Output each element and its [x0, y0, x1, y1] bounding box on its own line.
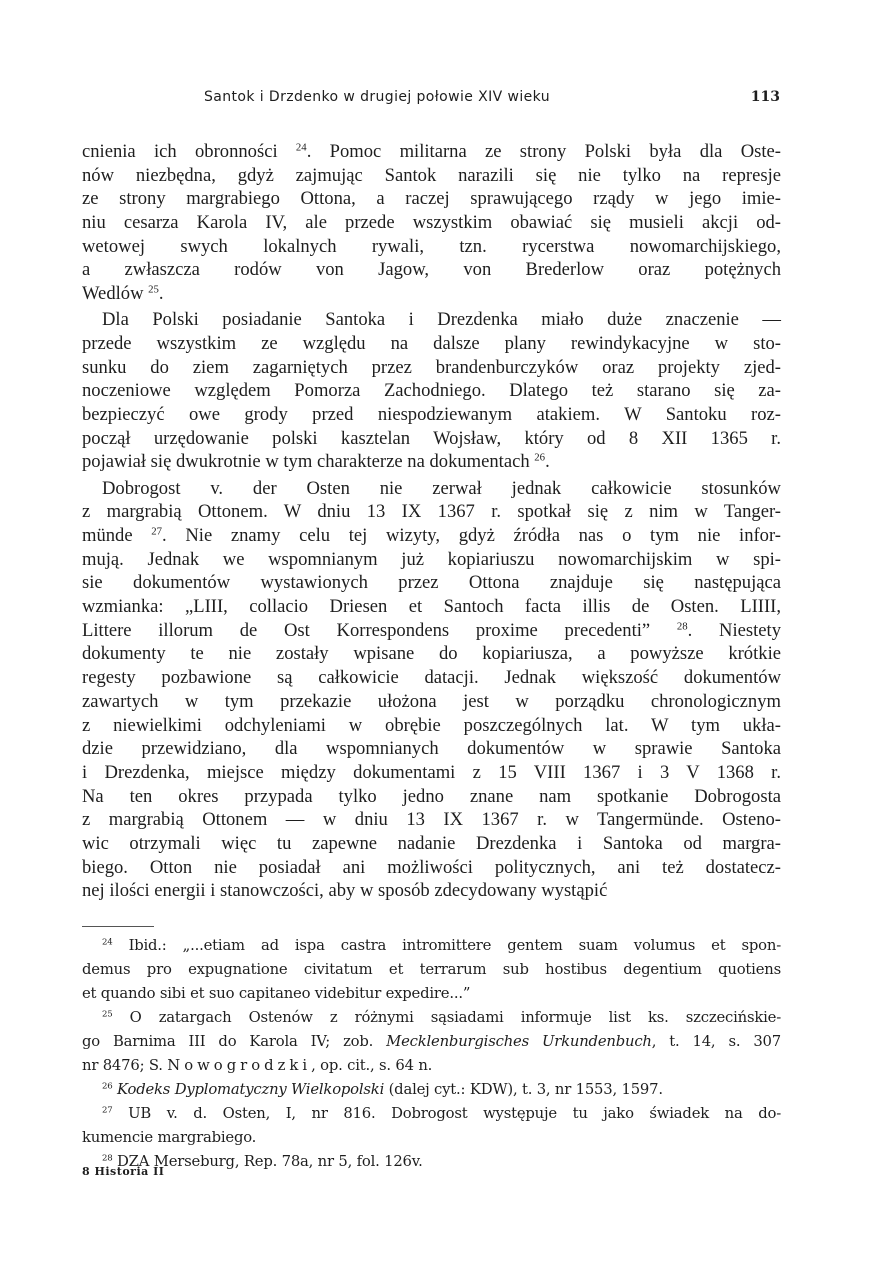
footnote-reference: 27	[102, 1105, 113, 1116]
footnote	[82, 1006, 781, 1078]
paragraph	[82, 140, 781, 306]
text-line: kumencie margrabiego.	[82, 1129, 257, 1146]
text-line: i Drezdenka, miejsce między dokumentami z 15 VIII 1367 i 3 V 1368 r.	[82, 761, 781, 783]
text-line: nej ilości energii i stanowczości, aby w sposób zdecydowany wystąpić	[82, 880, 608, 902]
text-line: noczeniowe względem Pomorza Zachodniego. Dlatego też starano się za-	[82, 380, 781, 402]
text-line: cnienia ich obronności $^{24}$. Pomoc militarna ze strony Polski była dla Oste-	[82, 141, 781, 162]
text-line: $^{26}$ Kodeks Dyplomatyczny Wielkopolski (dalej cyt.: KDW), t. 3, nr 1553, 1597.	[102, 1081, 663, 1098]
text-line: nr 8476; S. Nowogrodzki, op. cit., s. 64 n.	[82, 1057, 433, 1074]
footnote-reference: 27	[151, 525, 163, 538]
italic-title: Mecklenburgisches Urkundenbuch	[386, 1033, 652, 1050]
page-number: 113	[750, 89, 780, 105]
signature-mark: 8 Historia II	[82, 1165, 165, 1178]
text-line: z margrabią Ottonem — w dniu 13 IX 1367 r. w Tangermünde. Osteno-	[82, 809, 781, 831]
text-line: pojawiał się dwukrotnie w tym charakterze na dokumentach $^{26}$.	[82, 451, 550, 473]
text-line: $^{25}$ O zatargach Ostenów z różnymi sąsiadami informuje list ks. szczecińskie-	[102, 1009, 781, 1026]
footnote	[82, 1150, 781, 1174]
paragraph	[82, 477, 781, 903]
text-line: wic otrzymali więc tu zapewne nadanie Drezdenka i Santoka od margra-	[82, 832, 781, 854]
text-line: Littere illorum de Ost Korrespondens proxime precedenti” $^{28}$. Niestety	[82, 619, 781, 641]
text-line: dzie przewidziano, dla wspomnianych dokumentów w sprawie Santoka	[82, 738, 781, 760]
running-title: Santok i Drzdenko w drugiej połowie XIV wieku	[204, 89, 550, 105]
footnotes	[82, 934, 781, 1174]
text-line: sie dokumentów wystawionych przez Ottona znajduje się następująca	[82, 572, 781, 594]
running-header	[82, 89, 782, 111]
text-line: $^{28}$ DZA Merseburg, Rep. 78a, nr 5, fol. 126v.	[102, 1153, 423, 1170]
footnote-reference: 25	[148, 283, 159, 296]
text-line: sunku do ziem zagarniętych przez brandenburczyków oraz projekty zjed-	[82, 356, 781, 378]
footnote	[82, 1078, 781, 1102]
footnote-reference: 28	[676, 620, 688, 633]
text-line: przede wszystkim ze względu na dalsze plany rewindykacyjne w sto-	[82, 333, 781, 354]
footnote-reference: 26	[534, 451, 546, 464]
text-line: Dla Polski posiadanie Santoka i Drezdenka miało duże znaczenie —	[102, 309, 781, 331]
footnote-reference: 24	[295, 141, 307, 154]
text-line: zawartych w tym przekazie ułożona jest w porządku chronologicznym	[82, 690, 781, 712]
text-line: go Barnima III do Karola IV; zob. Mecklenburgisches Urkundenbuch, t. 14, s. 307	[82, 1033, 781, 1050]
text-line: Wedlów $^{25}$.	[82, 283, 164, 305]
text-line: Dobrogost v. der Osten nie zerwał jednak całkowicie stosunków	[102, 477, 781, 499]
text-line: münde $^{27}$. Nie znamy celu tej wizyty, gdyż źródła nas o tym nie infor-	[82, 525, 781, 546]
main-text	[82, 140, 781, 906]
footnote-reference: 25	[102, 1009, 113, 1020]
text-line: $^{27}$ UB v. d. Osten, I, nr 816. Dobrogost występuje tu jako świadek na do-	[102, 1105, 781, 1122]
paragraph	[82, 308, 781, 474]
footnote-separator	[82, 926, 154, 927]
text-line: nów niezbędna, gdyż zajmując Santok narazili się nie tylko na represje	[82, 164, 781, 186]
text-line: z niewielkimi odchyleniami w obrębie poszczególnych lat. W tym ukła-	[82, 714, 781, 736]
text-line: począł urzędowanie polski kasztelan Wojsław, który od 8 XII 1365 r.	[82, 427, 781, 449]
footnote	[82, 1102, 781, 1150]
text-line: $^{24}$ Ibid.: „...etiam ad ispa castra intromittere gentem suam volumus et spon-	[102, 937, 781, 954]
text-line: bezpieczyć owe grody przed niespodziewanym atakiem. W Santoku roz-	[82, 404, 781, 426]
footnote-reference: 24	[102, 937, 113, 948]
text-line: et quando sibi et suo capitaneo videbitur expedire...”	[82, 985, 471, 1002]
footnote	[82, 934, 781, 1006]
text-line: dokumenty te nie zostały wpisane do kopiariusza, a powyższe krótkie	[82, 643, 781, 665]
text-line: regesty pozbawione są całkowicie datacji. Jednak większość dokumentów	[82, 667, 781, 689]
text-line: Na ten okres przypada tylko jedno znane nam spotkanie Dobrogosta	[82, 785, 781, 807]
text-line: demus pro expugnatione civitatum et terrarum sub hostibus degentium quotiens	[82, 961, 781, 978]
text-line: wzmianka: „LIII, collacio Driesen et Santoch facta illis de Osten. LIIII,	[82, 596, 781, 618]
text-line: mują. Jednak we wspomnianym już kopiariuszu nowomarchijskim w spi-	[82, 548, 781, 570]
text-line: z margrabią Ottonem. W dniu 13 IX 1367 r. spotkał się z nim w Tanger-	[82, 501, 781, 523]
text-line: a zwłaszcza rodów von Jagow, von Brederlow oraz potężnych	[82, 259, 781, 281]
text-line: niu cesarza Karola IV, ale przede wszystkim obawiać się musieli akcji od-	[82, 212, 781, 234]
italic-title: Kodeks Dyplomatyczny Wielkopolski	[117, 1081, 385, 1098]
footnote-reference: 26	[102, 1081, 113, 1092]
footnote-reference: 28	[102, 1153, 113, 1164]
text-line: biego. Otton nie posiadał ani możliwości politycznych, ani też dostatecz-	[82, 856, 781, 878]
spaced-author-name: Nowogrodzki	[167, 1057, 312, 1074]
text-line: ze strony margrabiego Ottona, a raczej sprawującego rządy w jego imie-	[82, 188, 781, 210]
text-line: wetowej swych lokalnych rywali, tzn. rycerstwa nowomarchijskiego,	[82, 235, 781, 257]
